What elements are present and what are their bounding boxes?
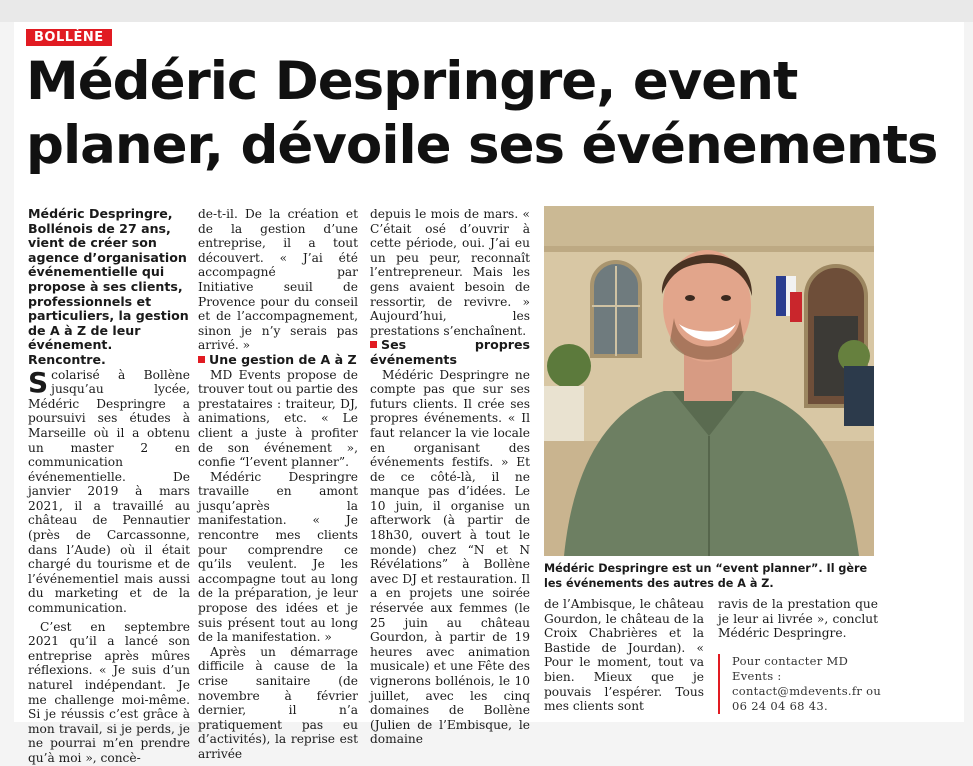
subheading: Ses propres événements xyxy=(370,337,530,367)
article-paragraph: de-t-il. De la création et de la gestion d’une entreprise, il a tout découvert. « J’ai été accompagné par Initiative seuil de Provence pour du conseil et de l’accompagnement, sinon je n’y serais pas arrivé. » xyxy=(198,207,358,353)
window-top-strip xyxy=(0,0,973,22)
article-paragraph: Scolarisé à Bollène jusqu’au lycée, Médéric Despringre a poursuivi ses études à Marseille où il a obtenu un master 2 en communication événementielle. De janvier 2019 à mars 2021, il a travaillé au château de Pennautier (près de Carcassonne, dans l’Aude) où il était chargé du tourisme et de l’événementiel mais aussi du marketing et de la communication. xyxy=(28,365,190,616)
portrait-photo xyxy=(544,206,874,556)
contact-box: Pour contacter MD Events : contact@mdevents.fr ou 06 24 04 68 43. xyxy=(718,654,890,714)
article-paragraph: Médéric Despringre travaille en amont jusqu’après la manifestation. « Je rencontre mes clients pour comprendre ce qu’ils veulent. Je les accompagne tout au long de la préparation, je leur propose des idées et je suis présent tout au long de la manifestation. » xyxy=(198,469,358,645)
column-2 xyxy=(198,207,358,762)
red-square-icon xyxy=(198,356,205,363)
column-4 xyxy=(544,597,704,714)
article-paragraph: C’est en septembre 2021 qu’il a lancé son entreprise après mûres réflexions. « Je suis d’un naturel indépendant. Je me challenge moi-même. Si je réussis c’est grâce à mon travail, si je perds, je ne pourrai m’en prendre qu’à moi », concè- xyxy=(28,619,190,765)
column-3 xyxy=(370,207,530,747)
column-5 xyxy=(718,597,878,641)
red-square-icon xyxy=(370,341,377,348)
lede: Médéric Despringre, Bollénois de 27 ans, vient de créer son agence d’organisation événementielle qui propose à ses clients, professionnels et particuliers, la gestion de A à Z de leur événement. Rencontre. xyxy=(28,206,189,367)
headline: Médéric Despringre, event planer, dévoile ses événements xyxy=(26,51,938,176)
article-paragraph: de l’Ambisque, le château Gourdon, le château de la Croix Chabrières et la Bastide de Jourdan). « Pour le moment, tout va bien. Mieux que je pouvais l’espérer. Tous mes clients sont xyxy=(544,597,704,714)
section-tag: BOLLÈNE xyxy=(26,29,112,46)
article-paragraph: Médéric Despringre ne compte pas que sur ses futurs clients. Il crée ses propres événements. « Il faut relancer la vie locale en organisant des événements festifs. » Et de ce côté-là, il ne manque pas d’idées. Le 10 juin, il organise un afterwork (à partir de 18h30, ouvert à tout le monde) chez “N et N Révélations” à Bollène avec DJ et restauration. Il a en projets une soirée réservée aux femmes (le 25 juin au château Gourdon, à partir de 19 heures avec animation musicale) et une Fête des vignerons bollénois, le 10 juillet, avec les cinq domaines de Bollène (Julien de l’Embisque, le domaine xyxy=(370,367,530,747)
column-1 xyxy=(28,207,190,766)
dropcap: S xyxy=(28,365,49,399)
article-paragraph: MD Events propose de trouver tout ou partie des prestataires : traiteur, DJ, animations, etc. « Le client a juste à profiter de son événement », confie “l’event planner”. xyxy=(198,367,358,470)
article-paragraph: depuis le mois de mars. « C’était osé d’ouvrir à cette période, oui. J’ai eu un peu peur, reconnaît l’entrepreneur. Mais les gens avaient besoin de ressortir, de revivre. » Aujourd’hui, les prestations s’enchaînent. xyxy=(370,207,530,338)
photo-caption: Médéric Despringre est un “event planner”. Il gère les événements des autres de A à Z. xyxy=(544,562,868,590)
article-paragraph: ravis de la prestation que je leur ai livrée », conclut Médéric Despringre. xyxy=(718,597,878,641)
subheading: Une gestion de A à Z xyxy=(198,353,358,368)
article-paragraph: Après un démarrage difficile à cause de la crise sanitaire (de novembre à février dernier, il n’a pratiquement pas eu d’activités), la reprise est arrivée xyxy=(198,644,358,761)
